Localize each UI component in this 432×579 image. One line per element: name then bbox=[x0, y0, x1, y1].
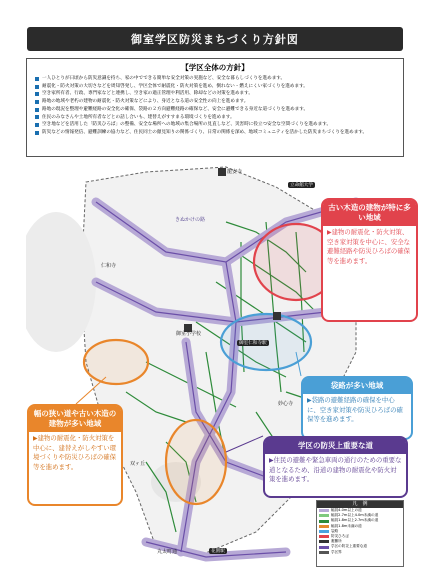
callout-body: ▶住民の避難や緊急車両の通行のための重要な道となるため、沿道の建物の耐震化や防火対策を進めます。 bbox=[269, 456, 402, 484]
bullet-icon bbox=[35, 85, 39, 89]
legend-item: 防災ひろば bbox=[317, 534, 403, 539]
bullet-icon bbox=[35, 115, 39, 119]
label-hanazono-station: 花園駅 bbox=[211, 549, 225, 554]
legend-swatch bbox=[319, 530, 329, 533]
legend-swatch bbox=[319, 551, 329, 554]
policy-item: 防災などの情報発信、避難訓練の協力など、住民同士の顔見知りの関係づくり、日常の関係を深め、地域コミュニティを活かした防災まちづくりを進めます。 bbox=[35, 129, 403, 137]
bullet-icon bbox=[35, 100, 39, 104]
bullet-icon bbox=[35, 131, 39, 135]
narrow-road-area-orange-south[interactable] bbox=[166, 420, 226, 504]
label-omuro-school: 御室小学校 bbox=[176, 331, 202, 337]
legend-item: 学区の防災上重要な道 bbox=[317, 544, 403, 549]
legend-swatch bbox=[319, 525, 329, 528]
callout-body: ▶袋路の避難経路の確保を中心に、空き家対策や防災ひろばの確保等を進めます。 bbox=[307, 396, 403, 424]
policy-item: 路地の現況を整理や避難経路の安全化の確保、袋路の２方向避難経路の確保など、安全に避難できる身近な道づくりを進めます。 bbox=[35, 106, 403, 114]
label-kinukake: きぬかけの路 bbox=[175, 217, 206, 223]
legend-heading: 凡 例 bbox=[317, 501, 403, 508]
callout-heading: 古い木造の建物が特に多い地域 bbox=[323, 200, 416, 226]
bullet-icon bbox=[35, 123, 39, 127]
legend-swatch bbox=[319, 520, 329, 523]
callout-heading: 幅の狭い道や古い木造の建物が多い地域 bbox=[29, 406, 121, 432]
legend-item: 幅員1.8m未満の道 bbox=[317, 524, 403, 529]
arrow-icon: ▶ bbox=[269, 457, 274, 464]
policy-item: 空き地などを活用した「防災ひろば」の整備、安全な場所への地域の集合場所の見直しなど、災害時に役立つ安全な空間づくりを進めます。 bbox=[35, 121, 403, 129]
legend-item: 袋路 bbox=[317, 529, 403, 534]
callout-heading: 学区の防災上重要な道 bbox=[265, 438, 406, 454]
label-ritsumeikan: 立命館大学 bbox=[290, 183, 313, 188]
legend-swatch bbox=[319, 546, 329, 549]
policy-heading: 【学区全体の方針】 bbox=[181, 63, 249, 72]
label-narabigaoka: 双ヶ丘 bbox=[130, 461, 146, 467]
legend-item: 学区界 bbox=[317, 550, 403, 555]
label-myoshinji: 妙心寺 bbox=[278, 401, 294, 407]
legend-swatch bbox=[319, 535, 329, 538]
policy-item: 路地の地域や老朽の建物の耐震化・防火対策などにより、身近となる道の安全性の向上を進めます。 bbox=[35, 98, 403, 106]
shelter-marker bbox=[218, 168, 226, 176]
callout-old-wooden-area bbox=[321, 198, 418, 322]
callout-narrow-road-area bbox=[27, 404, 123, 506]
callout-body: ▶建物の耐震化・防火対策を中心に、建替えがしやすい環境づくりや防災ひろばの確保等を進めます。 bbox=[33, 434, 117, 471]
label-ninnaji: 仁和寺 bbox=[101, 263, 117, 269]
policy-item: 一人ひとりが日頃から防災意識を持ち、家の中でできる簡単な安全対策の実施など、安全な暮らしづくりを進めます。 bbox=[35, 75, 403, 83]
legend-item: 幅員1.8m以上2.7m未満の道 bbox=[317, 518, 403, 523]
bullet-icon bbox=[35, 77, 39, 81]
policy-item: 住民のみなさんや土地所有者などとの話し合いも、建替えがすすまる環境づくりを進めます。 bbox=[35, 114, 403, 122]
map-title: 御室学区防災まちづくり方針図 bbox=[27, 27, 403, 51]
arrow-icon: ▶ bbox=[327, 229, 332, 236]
bullet-icon bbox=[35, 92, 39, 96]
bullet-icon bbox=[35, 108, 39, 112]
callout-heading: 袋路が多い地域 bbox=[303, 378, 411, 394]
label-marutamachi: 丸太町通 bbox=[157, 549, 178, 555]
callout-dead-end-area bbox=[301, 376, 413, 440]
narrow-road-area-orange[interactable] bbox=[84, 340, 148, 384]
label-ryoanji: 龍安寺 bbox=[227, 169, 243, 175]
legend-item: 避難所 bbox=[317, 539, 403, 544]
legend-item: 幅員2.7m以上4.0m未満の道 bbox=[317, 513, 403, 518]
label-omuro-station: 御室仁和寺駅 bbox=[239, 341, 267, 346]
shelter-marker bbox=[273, 312, 281, 320]
policy-box bbox=[26, 58, 404, 157]
arrow-icon: ▶ bbox=[33, 435, 38, 442]
callout-important-road bbox=[263, 436, 408, 498]
legend-item: 幅員4.0m以上の道 bbox=[317, 508, 403, 513]
map-legend bbox=[316, 500, 404, 567]
policy-item: 耐震化・防火対策の大切さなどを周知啓発し、学区全体で耐震化・防火対策を進め、倒れない・燃えにくい家づくりを進めます。 bbox=[35, 83, 403, 91]
legend-swatch bbox=[319, 509, 329, 512]
policy-list bbox=[35, 75, 403, 137]
callout-body: ▶建物の耐震化・防火対策、空き家対策を中心に、安全な避難経路や防災ひろばの確保等を進めます。 bbox=[327, 228, 411, 265]
legend-swatch bbox=[319, 540, 329, 543]
policy-item: 空き家所有者、行政、専門家などと連携し、空き家の適正管理や利活用、除却などの対策を進めます。 bbox=[35, 90, 403, 98]
legend-swatch bbox=[319, 514, 329, 517]
arrow-icon: ▶ bbox=[307, 397, 312, 404]
